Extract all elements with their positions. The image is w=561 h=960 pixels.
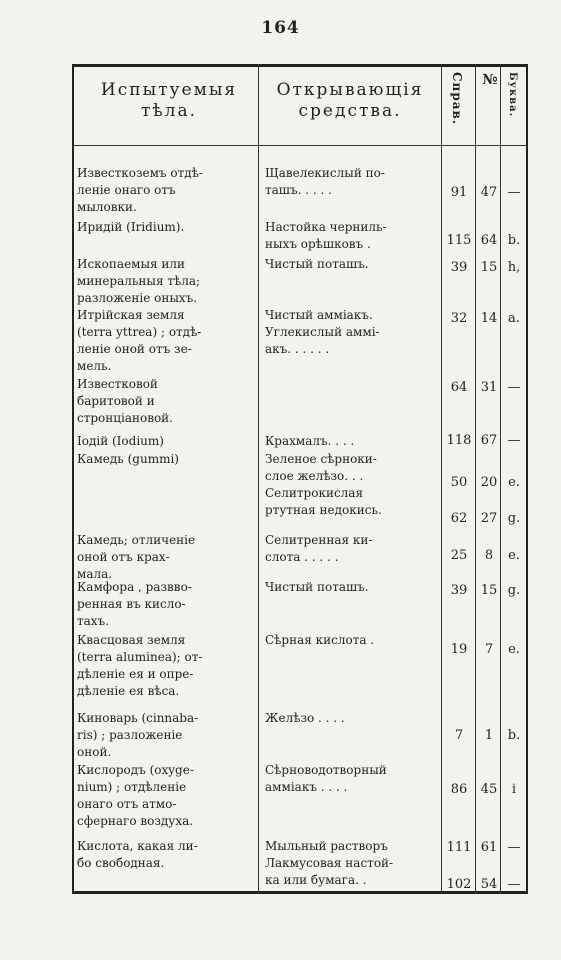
subject-cell: [77, 838, 259, 872]
no-cell: 67: [480, 433, 498, 448]
no-cell: 64: [480, 233, 498, 248]
header-bukva: Буква.: [507, 72, 518, 118]
reagent-line: Желѣзо . . . .: [265, 711, 345, 725]
spravka-cell: 115: [446, 233, 472, 248]
reagent-line: Чистый амміакъ.: [265, 308, 373, 322]
subject-cell: [77, 532, 259, 583]
bukva-cell: h,: [507, 260, 521, 275]
no-cell: 7: [484, 642, 494, 657]
bukva-cell: —: [507, 185, 521, 200]
bukva-cell: e.: [508, 642, 520, 657]
reagent-cell: [265, 838, 440, 889]
subject-line: дѣленіе ея вѣса.: [77, 684, 180, 698]
reagent-cell: [265, 632, 440, 649]
subject-line: Известковой: [77, 377, 158, 391]
bukva-cell: —: [507, 840, 521, 855]
spravka-cell: 19: [450, 642, 468, 657]
spravka-cell: 25: [450, 548, 468, 563]
spravka-cell: 86: [450, 782, 468, 797]
subject-cell: [77, 710, 259, 761]
reagent-line: Селитренная ки-: [265, 533, 373, 547]
no-cell: 15: [480, 260, 498, 275]
subject-line: разложеніе оныхъ.: [77, 291, 198, 305]
bukva-cell: g.: [507, 511, 521, 526]
reagent-line: Крахмалъ. . . .: [265, 434, 355, 448]
reagent-line: Настойка черниль-: [265, 220, 387, 234]
subject-line: оной.: [77, 745, 112, 759]
subject-line: ris) ; разложеніе: [77, 728, 183, 742]
header-reagent: [262, 80, 438, 122]
subject-line: Кислота, какая ли-: [77, 839, 198, 853]
subject-line: Иридій (Iridium).: [77, 220, 185, 234]
reagent-cell: [265, 485, 440, 519]
subject-cell: [77, 165, 259, 216]
subject-cell: [77, 219, 259, 236]
reagent-cell: [265, 451, 440, 485]
spravka-cell: 32: [450, 311, 468, 326]
bukva-cell: i: [511, 782, 517, 797]
subject-cell: [77, 632, 259, 700]
subject-line: мала.: [77, 567, 113, 581]
subject-line: Камедь (gummi): [77, 452, 179, 466]
subject-cell: [77, 451, 259, 468]
no-cell: 27: [480, 511, 498, 526]
subject-line: Ископаемыя или: [77, 257, 186, 271]
subject-line: nium) ; отдѣленіе: [77, 780, 187, 794]
bukva-cell: a.: [508, 311, 520, 326]
subject-cell: [77, 579, 259, 630]
spravka-cell: 102: [446, 877, 472, 892]
header-divider: [72, 145, 528, 146]
subject-line: сфернаго воздуха.: [77, 814, 194, 828]
subject-line: дѣленіе ея и опре-: [77, 667, 194, 681]
bukva-cell: b.: [507, 233, 521, 248]
no-cell: 15: [480, 583, 498, 598]
reagent-cell: [265, 165, 440, 199]
reagent-line: ка или бумага. .: [265, 873, 367, 887]
subject-line: Камфора , развво-: [77, 580, 192, 594]
reagent-cell: [265, 433, 440, 450]
bukva-cell: e.: [508, 548, 520, 563]
no-cell: 61: [480, 840, 498, 855]
header-subject-line: Испытуемыя: [100, 80, 238, 100]
bukva-cell: —: [507, 380, 521, 395]
reagent-line: ташъ. . . . .: [265, 183, 332, 197]
header-reagent-line: средства.: [298, 101, 402, 121]
no-cell: 8: [484, 548, 494, 563]
reagent-line: ртутная недокись.: [265, 503, 382, 517]
subject-line: (terra yttrea) ; отдѣ-: [77, 325, 202, 339]
subject-line: Іодій (Iodium): [77, 434, 164, 448]
bukva-cell: —: [507, 877, 521, 892]
subject-line: тахъ.: [77, 614, 110, 628]
subject-line: Известкоземъ отдѣ-: [77, 166, 203, 180]
subject-line: оной отъ крах-: [77, 550, 170, 564]
spravka-cell: 64: [450, 380, 468, 395]
subject-cell: [77, 307, 259, 375]
reagent-line: Щавелекислый по-: [265, 166, 385, 180]
subject-line: онаго отъ атмо-: [77, 797, 177, 811]
subject-cell: [77, 762, 259, 830]
spravka-cell: 62: [450, 511, 468, 526]
reagent-line: Лакмусовая настой-: [265, 856, 394, 870]
subject-line: (terra aluminea); от-: [77, 650, 203, 664]
reagent-cell: [265, 307, 440, 358]
reagent-cell: [265, 532, 440, 566]
subject-line: мель.: [77, 359, 112, 373]
spravka-cell: 39: [450, 260, 468, 275]
subject-line: Итрійская земля: [77, 308, 185, 322]
reagent-line: Чистый поташъ.: [265, 580, 369, 594]
subject-line: баритовой и: [77, 394, 155, 408]
page-number: 164: [261, 18, 300, 38]
no-cell: 14: [480, 311, 498, 326]
header-subject: [84, 80, 254, 122]
bukva-cell: g.: [507, 583, 521, 598]
reagent-line: Чистый поташъ.: [265, 257, 369, 271]
column-divider: [475, 64, 476, 894]
reagent-line: Сѣрная кислота .: [265, 633, 375, 647]
header-no: №: [482, 72, 498, 89]
reagent-line: слота . . . . .: [265, 550, 339, 564]
subject-line: бо свободная.: [77, 856, 165, 870]
reagent-cell: [265, 579, 440, 596]
bukva-cell: b.: [507, 728, 521, 743]
subject-line: Квасцовая земля: [77, 633, 186, 647]
reagent-cell: [265, 219, 440, 253]
no-cell: 45: [480, 782, 498, 797]
subject-cell: [77, 256, 259, 307]
reagent-cell: [265, 256, 440, 273]
reagent-line: ныхъ орѣшковъ .: [265, 237, 371, 251]
header-reagent-line: Открывающія: [276, 80, 424, 100]
reagent-line: Селитрокислая: [265, 486, 364, 500]
spravka-cell: 111: [446, 840, 472, 855]
no-cell: 20: [480, 475, 498, 490]
spravka-cell: 7: [454, 728, 464, 743]
no-cell: 47: [480, 185, 498, 200]
reagent-cell: [265, 710, 440, 727]
reagent-cell: [265, 762, 440, 796]
reagent-line: Сѣрноводотворный: [265, 763, 387, 777]
subject-line: стронціановой.: [77, 411, 173, 425]
subject-line: мыловки.: [77, 200, 137, 214]
reagent-line: Зеленое сѣрноки-: [265, 452, 377, 466]
no-cell: 54: [480, 877, 498, 892]
subject-line: Киноварь (cinnaba-: [77, 711, 199, 725]
spravka-cell: 91: [450, 185, 468, 200]
reagent-line: Мыльный растворъ: [265, 839, 388, 853]
reagent-line: акъ. . . . . .: [265, 342, 330, 356]
spravka-cell: 39: [450, 583, 468, 598]
subject-line: леніе онаго отъ: [77, 183, 176, 197]
subject-line: Камедь; отличеніе: [77, 533, 196, 547]
no-cell: 31: [480, 380, 498, 395]
header-spravka: Справ.: [450, 72, 464, 126]
no-cell: 1: [484, 728, 494, 743]
subject-line: минеральныя тѣла;: [77, 274, 201, 288]
header-subject-line: тѣла.: [141, 101, 197, 121]
spravka-cell: 50: [450, 475, 468, 490]
subject-cell: [77, 433, 259, 450]
column-divider: [441, 64, 442, 894]
reagent-line: Углекислый аммі-: [265, 325, 380, 339]
reagent-line: слое желѣзо. . .: [265, 469, 364, 483]
reagent-line: амміакъ . . . .: [265, 780, 348, 794]
spravka-cell: 118: [446, 433, 472, 448]
subject-line: ренная въ кисло-: [77, 597, 186, 611]
bukva-cell: e.: [508, 475, 520, 490]
bukva-cell: —: [507, 433, 521, 448]
subject-line: Кислородъ (oxyge-: [77, 763, 194, 777]
subject-line: леніе оной отъ зе-: [77, 342, 192, 356]
subject-cell: [77, 376, 259, 427]
